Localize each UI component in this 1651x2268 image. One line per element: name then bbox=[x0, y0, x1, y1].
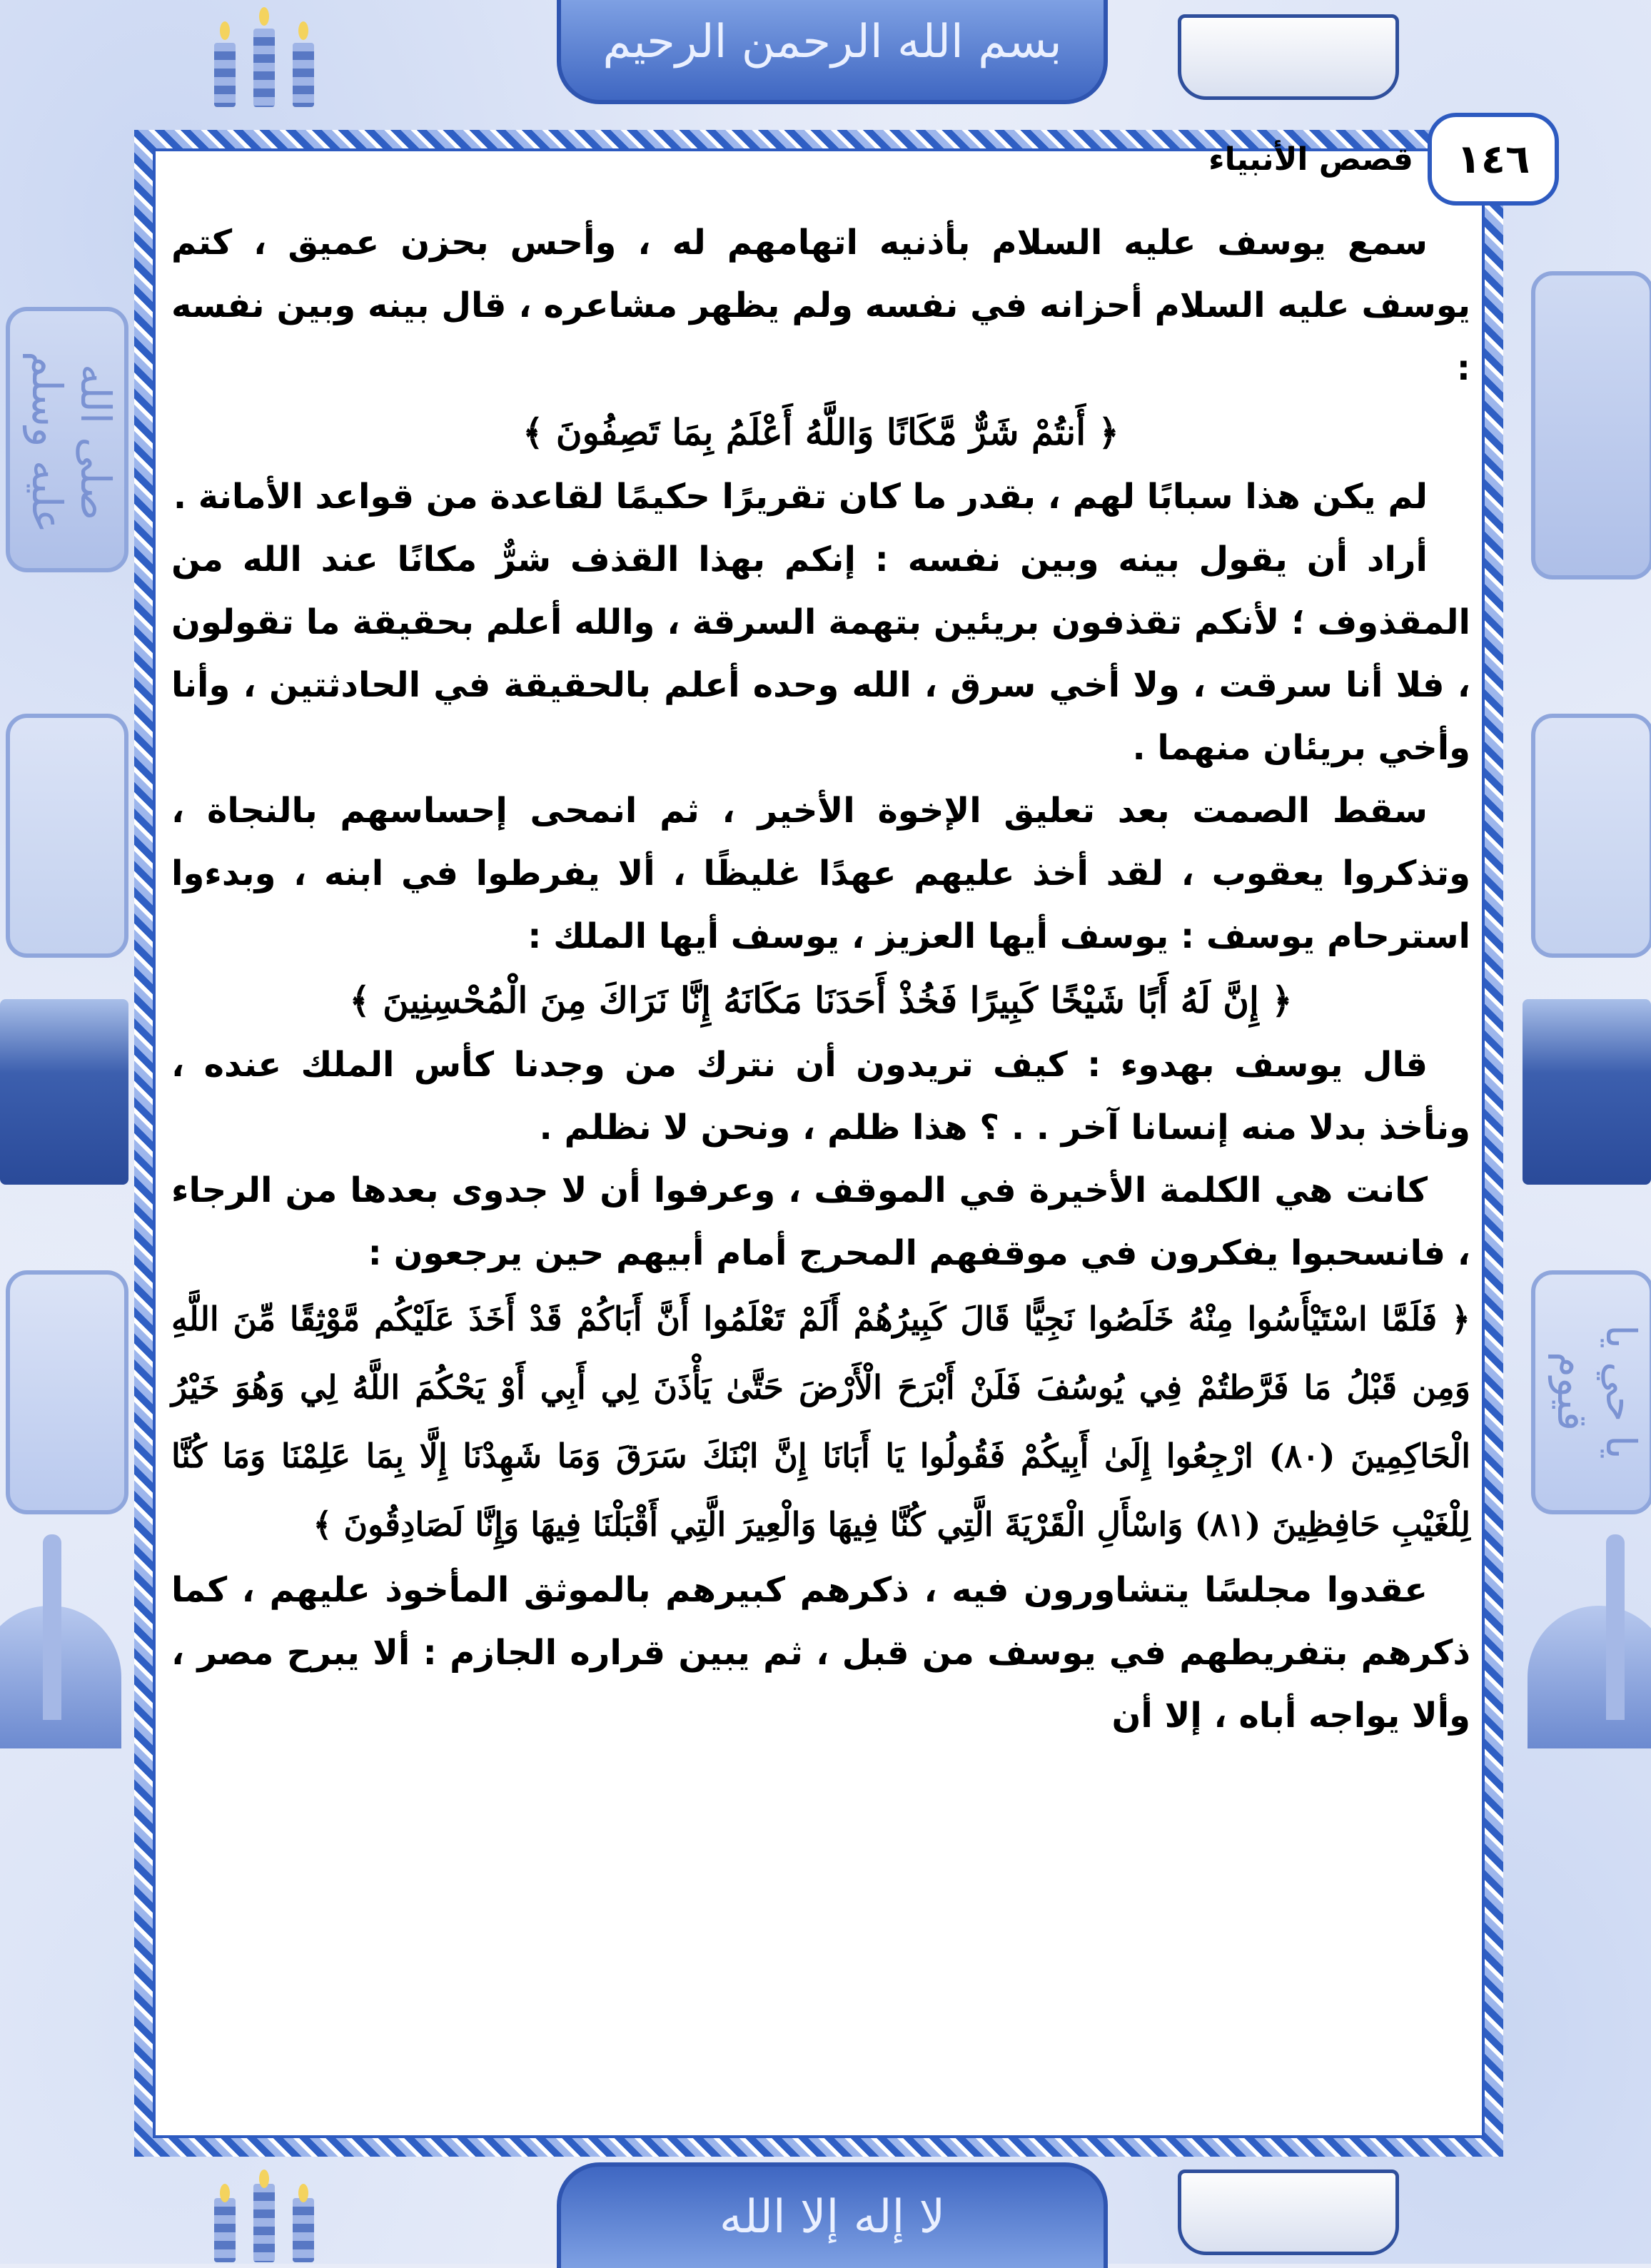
left-ornament-panel-3 bbox=[6, 1270, 128, 1514]
open-quran-top-icon bbox=[1178, 14, 1399, 100]
left-candles-bottom bbox=[214, 2162, 328, 2262]
left-kaaba-image bbox=[0, 999, 128, 1185]
left-candles-top bbox=[214, 7, 328, 107]
open-quran-bottom-icon bbox=[1178, 2170, 1399, 2255]
page-number: ١٤٦ bbox=[1428, 113, 1559, 206]
paragraph: أراد أن يقول بينه وبين نفسه : إنكم بهذا القذف شرٌّ مكانًا عند الله من المقذوف ؛ لأنكم تقذفون بريئين بتهمة السرقة ، والله أعلم بحقيقة ما تقولون ، فلا أنا سرقت ، ولا أخي سرق ، الله وحده أعلم بالحقيقة في الحادثتين ، وأنا وأخي بريئان منهما . bbox=[171, 540, 1470, 768]
left-minaret bbox=[43, 1534, 61, 1720]
bottom-banner bbox=[557, 2162, 1108, 2268]
paragraph: لم يكن هذا سبابًا لهم ، بقدر ما كان تقريرًا حكيمًا لقاعدة من قواعد الأمانة . bbox=[173, 477, 1428, 517]
quran-verse-block: ﴿ فَلَمَّا اسْتَيْأَسُوا مِنْهُ خَلَصُوا نَجِيًّا قَالَ كَبِيرُهُمْ أَلَمْ تَعْلَمُوا أَنَّ أَبَاكُمْ قَدْ أَخَذَ عَلَيْكُم مَّوْثِقًا مِّنَ اللَّهِ وَمِن قَبْلُ مَا فَرَّطتُمْ فِي يُوسُفَ فَلَنْ أَبْرَحَ الْأَرْضَ حَتَّىٰ يَأْذَنَ لِي أَبِي أَوْ يَحْكُمَ اللَّهُ لِي وَهُوَ خَيْرُ الْحَاكِمِينَ (٨٠) ارْجِعُوا إِلَىٰ أَبِيكُمْ فَقُولُوا يَا أَبَانَا إِنَّ ابْنَكَ سَرَقَ وَمَا شَهِدْنَا إِلَّا بِمَا عَلِمْنَا وَمَا كُنَّا لِلْغَيْبِ حَافِظِينَ (٨١) وَاسْأَلِ الْقَرْيَةَ الَّتِي كُنَّا فِيهَا وَالْعِيرَ الَّتِي أَقْبَلْنَا فِيهَا وَإِنَّا لَصَادِقُونَ ﴾ bbox=[171, 1300, 1471, 1544]
right-minaret bbox=[1606, 1534, 1625, 1720]
paragraph: قال يوسف بهدوء : كيف تريدون أن نترك من وجدنا كأس الملك عنده ، ونأخذ بدلا منه إنسانا آخر . . ؟ هذا ظلم ، ونحن لا نظلم . bbox=[171, 1045, 1470, 1148]
right-ornament-panel bbox=[1531, 271, 1651, 579]
quran-verse: ﴿ إِنَّ لَهُ أَبًا شَيْخًا كَبِيرًا فَخُذْ أَحَدَنَا مَكَانَهُ إِنَّا نَرَاكَ مِنَ الْمُحْسِنِينَ ﴾ bbox=[349, 979, 1293, 1021]
book-title: قصص الأنبياء bbox=[1208, 141, 1413, 178]
paragraph: كانت هي الكلمة الأخيرة في الموقف ، وعرفوا أن لا جدوى بعدها من الرجاء ، فانسحبوا يفكرون في موقفهم المحرج أمام أبيهم حين يرجعون : bbox=[171, 1170, 1470, 1273]
left-ornament-panel-2 bbox=[6, 714, 128, 958]
quran-verse: ﴿ أَنتُمْ شَرٌّ مَّكَانًا وَاللَّهُ أَعْلَمُ بِمَا تَصِفُونَ ﴾ bbox=[522, 411, 1119, 453]
right-kaaba-image bbox=[1523, 999, 1651, 1185]
top-banner bbox=[557, 0, 1108, 104]
basmala-calligraphy: بسم الله الرحمن الرحيم bbox=[602, 16, 1062, 69]
paragraph: عقدوا مجلسًا يتشاورون فيه ، ذكرهم كبيرهم بالموثق المأخوذ عليهم ، كما ذكرهم بتفريطهم في يوسف من قبل ، ثم يبين قراره الجازم : ألا يبرح مصر ، وألا يواجه أباه ، إلا أن bbox=[171, 1570, 1470, 1736]
page-content bbox=[171, 211, 1470, 1747]
right-ornament-panel-2 bbox=[1531, 714, 1651, 958]
right-calligraphy: يا حي يا قيوم bbox=[1548, 1324, 1645, 1459]
left-calligraphy: صلى الله عليه وسلم bbox=[23, 351, 120, 534]
tahlil-calligraphy: لا إله إلا الله bbox=[719, 2191, 946, 2244]
paragraph: سمع يوسف عليه السلام بأذنيه اتهامهم له ، وأحس بحزن عميق ، كتم يوسف عليه السلام أحزانه في نفسه ولم يظهر مشاعره ، قال بينه وبين نفسه : bbox=[171, 223, 1470, 388]
paragraph: سقط الصمت بعد تعليق الإخوة الأخير ، ثم انمحى إحساسهم بالنجاة ، وتذكروا يعقوب ، لقد أخذ عليهم عهدًا غليظًا ، ألا يفرطوا في ابنه ، وبدءوا استرحام يوسف : يوسف أيها العزيز ، يوسف أيها الملك : bbox=[171, 791, 1470, 956]
